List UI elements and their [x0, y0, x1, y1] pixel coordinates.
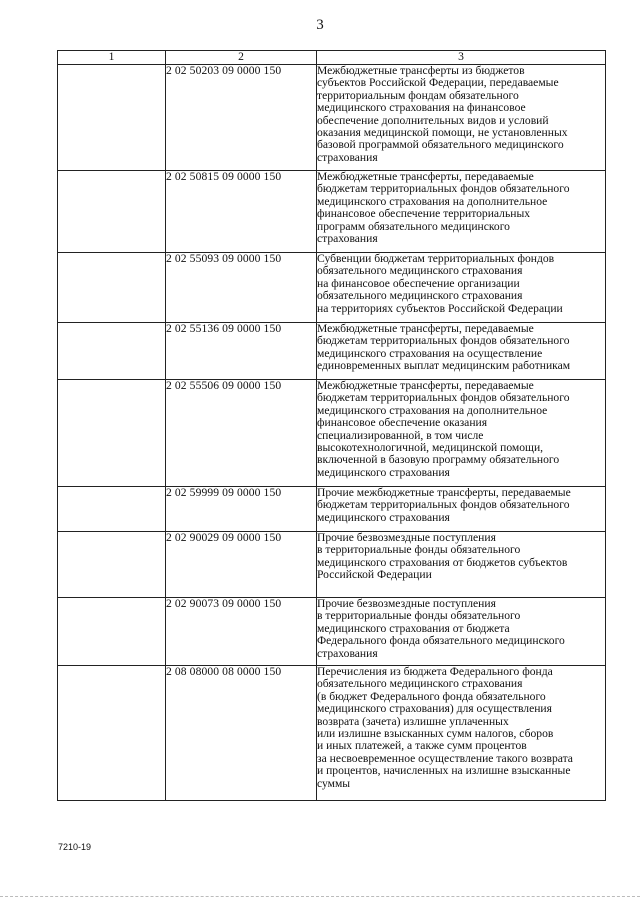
table-row	[58, 598, 606, 666]
budget-code-cell: 2 02 90073 09 0000 150	[166, 598, 317, 666]
table-row	[58, 253, 606, 323]
description-line: Межбюджетные трансферты, передаваемые	[317, 170, 534, 183]
description-cell	[317, 487, 606, 532]
table-row	[58, 380, 606, 487]
description-line: единовременных выплат медицинским работникам	[317, 359, 571, 373]
description-line: бюджетам территориальных фондов обязательного	[317, 498, 570, 512]
description-cell	[317, 666, 606, 801]
description-cell	[317, 253, 606, 323]
table-row	[58, 532, 606, 598]
row-number-cell	[58, 171, 166, 253]
table-header-row	[58, 51, 606, 65]
description-line: медицинского страхования на финансовое	[317, 101, 526, 115]
budget-code-cell: 2 02 90029 09 0000 150	[166, 532, 317, 598]
description-line: Межбюджетные трансферты, передаваемые	[317, 322, 534, 335]
row-number-cell	[58, 65, 166, 171]
table-row	[58, 666, 606, 801]
row-number-cell	[58, 532, 166, 598]
description-line: и процентов, начисленных на излишне взысканные	[317, 764, 571, 778]
description-cell	[317, 598, 606, 666]
description-line: обязательного медицинского страхования	[317, 264, 523, 278]
table-body	[58, 65, 606, 801]
row-number-cell	[58, 487, 166, 532]
description-line: или излишне взысканных сумм налогов, сборов	[317, 727, 554, 741]
description-line: в территориальные фонды обязательного	[317, 609, 521, 623]
row-number-cell	[58, 598, 166, 666]
description-line: Прочие безвозмездные поступления	[317, 531, 496, 544]
description-line: на территориях субъектов Российской Федерации	[317, 301, 563, 315]
description-line: Межбюджетные трансферты, передаваемые	[317, 379, 534, 392]
description-line: финансовое обеспечение территориальных	[317, 207, 531, 221]
description-line: на финансовое обеспечение организации	[317, 276, 520, 290]
description-cell	[317, 380, 606, 487]
scan-edge-divider	[0, 896, 640, 897]
description-line: обязательного медицинского страхования	[317, 677, 523, 691]
description-line: медицинского страхования на осуществление	[317, 346, 543, 360]
description-line: медицинского страхования на дополнительное	[317, 194, 548, 208]
page-number: 3	[316, 17, 324, 33]
description-line: медицинского страхования от бюджета	[317, 621, 510, 635]
column-header-3: 3	[317, 51, 606, 65]
budget-codes-table	[57, 50, 606, 801]
row-number-cell	[58, 253, 166, 323]
description-line: Межбюджетные трансферты из бюджетов	[317, 64, 525, 77]
budget-code-cell: 2 02 55506 09 0000 150	[166, 380, 317, 487]
description-line: за несвоевременное осуществление такого возврата	[317, 751, 573, 765]
description-line: бюджетам территориальных фондов обязательного	[317, 182, 570, 196]
description-line: бюджетам территориальных фондов обязательного	[317, 334, 570, 348]
row-number-cell	[58, 380, 166, 487]
description-line: специализированной, в том числе	[317, 428, 484, 442]
column-header-2: 2	[166, 51, 317, 65]
column-header-1: 1	[58, 51, 166, 65]
description-line: обеспечение дополнительных видов и условий	[317, 113, 549, 127]
description-line: финансовое обеспечение оказания	[317, 416, 488, 430]
description-cell	[317, 65, 606, 171]
description-line: суммы	[317, 776, 351, 790]
description-line: медицинского страхования) для осуществления	[317, 702, 552, 716]
row-number-cell	[58, 323, 166, 380]
description-line: бюджетам территориальных фондов обязательного	[317, 391, 570, 405]
description-line: возврата (зачета) излишне уплаченных	[317, 714, 509, 728]
budget-code-cell: 2 02 55093 09 0000 150	[166, 253, 317, 323]
budget-code-cell: 2 08 08000 08 0000 150	[166, 666, 317, 801]
description-line: Прочие межбюджетные трансферты, передаваемые	[317, 486, 571, 499]
description-line: субъектов Российской Федерации, передаваемые	[317, 76, 559, 90]
description-cell	[317, 323, 606, 380]
description-line: высокотехнологичной, медицинской помощи,	[317, 441, 544, 455]
description-line: программ обязательного медицинского	[317, 219, 510, 233]
budget-code-cell: 2 02 50815 09 0000 150	[166, 171, 317, 253]
description-cell	[317, 171, 606, 253]
description-line: обязательного медицинского страхования	[317, 289, 523, 303]
description-line: медицинского страхования	[317, 465, 450, 479]
description-line: медицинского страхования	[317, 510, 450, 524]
table-row	[58, 65, 606, 171]
description-line: базовой программой обязательного медицинского	[317, 138, 564, 152]
description-line: страхования	[317, 232, 378, 246]
document-id: 7210-19	[58, 842, 92, 852]
description-line: включенной в базовую программу обязательного	[317, 453, 560, 467]
table-row	[58, 323, 606, 380]
description-line: в территориальные фонды обязательного	[317, 543, 521, 557]
budget-code-cell: 2 02 50203 09 0000 150	[166, 65, 317, 171]
description-line: Прочие безвозмездные поступления	[317, 597, 496, 610]
description-line: Российской Федерации	[317, 568, 432, 582]
description-line: оказания медицинской помощи, не установленных	[317, 126, 568, 140]
budget-code-cell: 2 02 59999 09 0000 150	[166, 487, 317, 532]
description-line: Перечисления из бюджета Федерального фонда	[317, 665, 553, 678]
description-line: страхования	[317, 646, 378, 660]
description-line: территориальным фондам обязательного	[317, 88, 519, 102]
table-row	[58, 487, 606, 532]
budget-code-cell: 2 02 55136 09 0000 150	[166, 323, 317, 380]
description-cell	[317, 532, 606, 598]
description-line: Федерального фонда обязательного медицинского	[317, 634, 565, 648]
description-line: страхования	[317, 150, 378, 164]
table-row	[58, 171, 606, 253]
description-line: медицинского страхования на дополнительное	[317, 403, 548, 417]
row-number-cell	[58, 666, 166, 801]
description-line: и иных платежей, а также сумм процентов	[317, 739, 527, 753]
description-line: Субвенции бюджетам территориальных фондов	[317, 252, 555, 265]
description-line: медицинского страхования от бюджетов субъектов	[317, 555, 568, 569]
description-line: (в бюджет Федерального фонда обязательного	[317, 689, 546, 703]
